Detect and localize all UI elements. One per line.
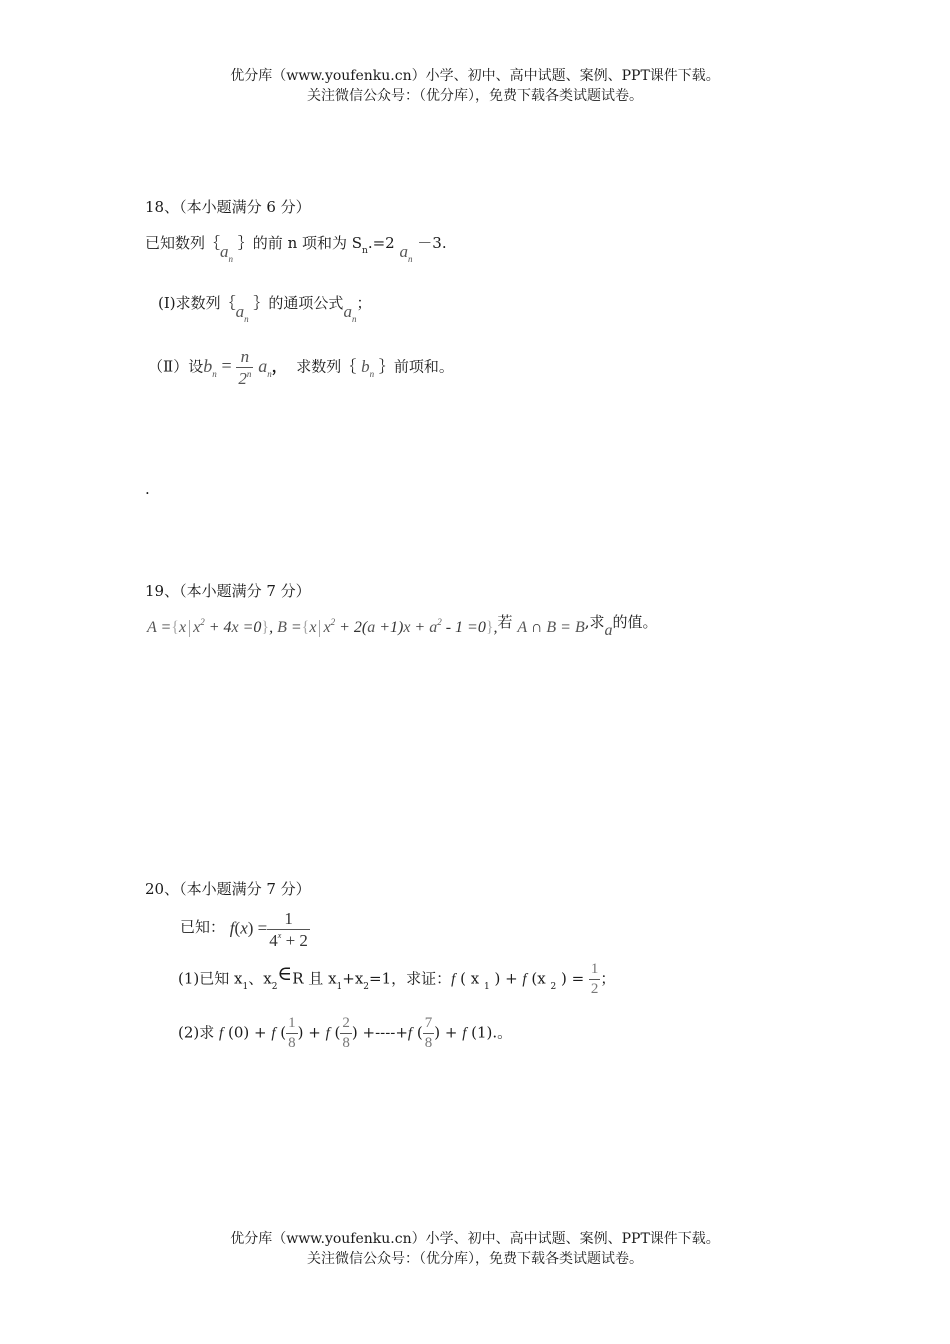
q18-stem: [145, 232, 447, 264]
q20-given: 已知： f(x) = $\frac{1}{4^x + 2}$: [180, 909, 308, 950]
footer-line-1: 优分库（www.youfenku.cn）小学、初中、高中试题、案例、PPT课件下载。: [230, 1231, 720, 1247]
q18-stem-sub: n: [362, 246, 368, 256]
q20-heading: 20、（本小题满分 7 分）: [145, 880, 311, 898]
fraction-1-8: $\frac{1}{8}$: [288, 1015, 296, 1051]
q18-stem-eq: .=2: [367, 234, 395, 252]
math-a-n: $a_n$: [220, 242, 234, 264]
math-b-n: $b_n$: [361, 356, 375, 379]
q18-part1-end: ；: [356, 294, 372, 312]
q20-part1-sub1: 1: [242, 981, 249, 992]
q20-part2-pre: (2)求: [178, 1023, 215, 1042]
q20-part1-eq: +x: [342, 969, 364, 988]
q20-part1: (1)已知 $x_1$、$x_2\in R$ 且 $x_1+x_2=1$，求证：f ( x $_1$ ) + f (x $_2$ ) = $\frac{1}{2}$ ；: [178, 960, 616, 997]
q19-statement: [147, 613, 658, 639]
element-of-symbol: ∈: [277, 960, 293, 985]
q18-part2-end: ｝前项和。: [378, 357, 454, 376]
q20-part1-sep: 、x: [248, 969, 272, 988]
fraction-n-over-2n: $\frac{n}{2^n}$: [238, 347, 252, 388]
q18-part1: [158, 292, 372, 324]
header-line-2: 关注微信公众号：（优分库），免费下载各类试题试卷。: [307, 88, 643, 104]
footer-line-2: 关注微信公众号：（优分库），免费下载各类试题试卷。: [307, 1251, 643, 1267]
math-a-n: $a_n$: [399, 242, 413, 264]
fraction-one-half: $\frac{1}{2}$: [590, 961, 599, 997]
q20-part1-eq2: =1，求证：: [369, 969, 452, 988]
q20-part1-pre: (1)已知 x: [178, 969, 243, 988]
q20-part1-r: R 且 x: [292, 969, 337, 988]
math-a-n: $a_n$: [343, 302, 357, 324]
q20-part2-end: (1).。: [471, 1023, 513, 1042]
q18-stem-mid: ｝的前 n 项和为 S: [237, 234, 363, 252]
q18-part2-post: 求数列｛: [296, 357, 357, 376]
q19-heading: 19、（本小题满分 7 分）: [145, 582, 311, 600]
q18-heading: 18、（本小题满分 6 分）: [145, 198, 311, 216]
q18-stray-dot: .: [145, 480, 150, 498]
header-line-1: 优分库（www.youfenku.cn）小学、初中、高中试题、案例、PPT课件下载。: [230, 68, 720, 84]
q20-part1-sub2: 2: [271, 981, 278, 992]
q18-stem-pre: 已知数列｛: [145, 234, 221, 252]
q18-part1-post: ｝的通项公式: [253, 294, 344, 312]
set-a-definition: A ={x $x^2 + 4x =0$}, B ={x $x^2 + 2(a +1)x + a^2 - 1 =0$},: [147, 617, 498, 636]
q18-part2-pre: （Ⅱ）设: [148, 357, 204, 376]
q19-if: 若: [497, 613, 513, 631]
math-b-n: $b_n$: [203, 355, 217, 379]
q20-part2: (2)求 f (0) + f ( $\frac{1}{8}$ ) + f ( $\frac{2}{8}$ ) +----+f ( $\frac{7}{8}$ ) + f (1).。: [178, 1015, 513, 1051]
intersection-expression: A ∩ B = B: [517, 619, 585, 636]
q18-stem-post: －3.: [417, 234, 447, 252]
math-a-n: $a_n$: [258, 355, 272, 379]
q20-given-label: 已知：: [180, 917, 226, 936]
fraction-2-8: $\frac{2}{8}$: [342, 1015, 350, 1051]
q19-ask: ,求: [584, 613, 605, 631]
q18-part2: （Ⅱ）设$b_n$ = $\frac{n}{2^n}$ $a_n$， 求数列｛ $b_n$ ｝前项和。: [148, 347, 454, 388]
q18-part2-comma: ，: [271, 357, 287, 376]
fraction-one-over-4x-plus-2: $\frac{1}{4^x + 2}$: [269, 909, 308, 950]
math-a: a: [604, 622, 613, 639]
q18-part1-pre: (Ⅰ)求数列｛: [158, 294, 236, 312]
fraction-7-8: $\frac{7}{8}$: [424, 1015, 433, 1051]
q19-end: 的值。: [612, 613, 658, 631]
q20-part1-end: ；: [600, 969, 616, 988]
math-a-n: $a_n$: [235, 302, 249, 324]
